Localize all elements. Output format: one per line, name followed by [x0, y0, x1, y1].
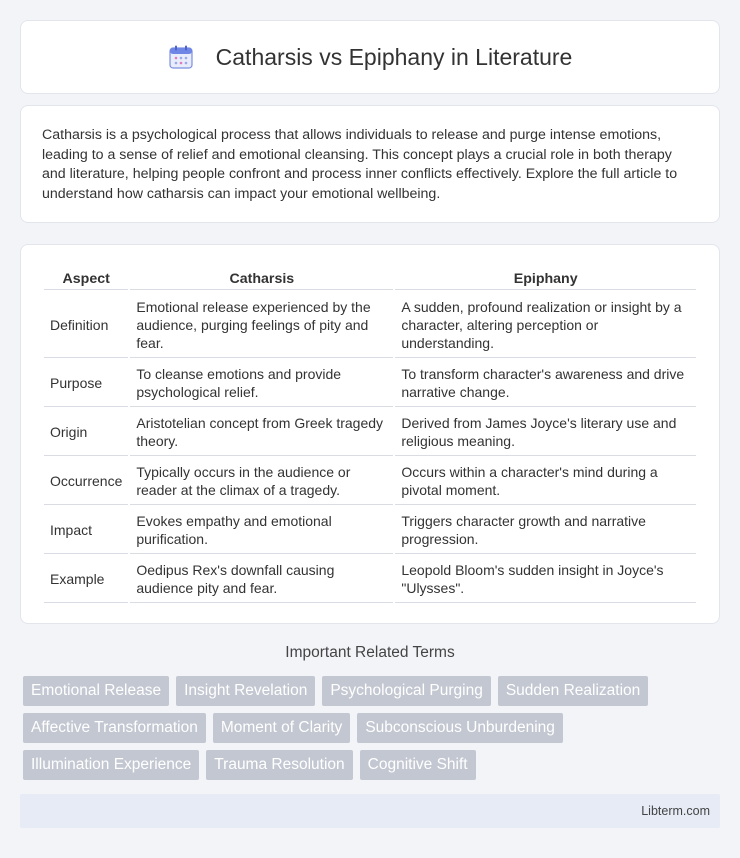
row-aspect: Impact	[44, 507, 128, 554]
footer-site-link[interactable]: Libterm.com	[641, 804, 710, 818]
row-epiphany: Derived from James Joyce's literary use and religious meaning.	[395, 409, 696, 456]
related-tag[interactable]: Subconscious Unburdening	[357, 713, 563, 743]
related-tag[interactable]: Sudden Realization	[498, 676, 648, 706]
row-epiphany: Occurs within a character's mind during a pivotal moment.	[395, 458, 696, 505]
header-aspect: Aspect	[44, 267, 128, 290]
table-row	[44, 507, 696, 554]
page-title: Catharsis vs Epiphany in Literature	[215, 43, 573, 70]
comparison-table	[42, 265, 698, 605]
row-aspect: Origin	[44, 409, 128, 456]
row-catharsis: Typically occurs in the audience or reader at the climax of a tragedy.	[130, 458, 393, 505]
header-card	[20, 20, 720, 94]
row-catharsis: To cleanse emotions and provide psychological relief.	[130, 360, 393, 407]
row-epiphany: A sudden, profound realization or insight by a character, altering perception or understanding.	[395, 292, 696, 358]
related-terms-title: Important Related Terms	[285, 644, 455, 661]
row-aspect: Definition	[44, 292, 128, 358]
comparison-card	[20, 244, 720, 624]
intro-card	[20, 105, 720, 223]
header-catharsis: Catharsis	[130, 267, 393, 290]
row-aspect: Purpose	[44, 360, 128, 407]
related-tag[interactable]: Cognitive Shift	[360, 750, 476, 780]
header-epiphany: Epiphany	[395, 267, 696, 290]
row-catharsis: Oedipus Rex's downfall causing audience pity and fear.	[130, 556, 393, 603]
related-tag[interactable]: Moment of Clarity	[213, 713, 350, 743]
row-epiphany: Leopold Bloom's sudden insight in Joyce's "Ulysses".	[395, 556, 696, 603]
row-aspect: Occurrence	[44, 458, 128, 505]
row-epiphany: Triggers character growth and narrative progression.	[395, 507, 696, 554]
intro-text: Catharsis is a psychological process that allows individuals to release and purge intense emotions, leading to a sense of relief and emotional cleansing. This concept plays a crucial role in both therapy and literature, helping people confront and process inner conflicts effectively. Explore the full article to understand how catharsis can impact your emotional wellbeing.	[42, 127, 678, 202]
row-catharsis: Evokes empathy and emotional purification.	[130, 507, 393, 554]
footer	[20, 794, 720, 828]
related-tag[interactable]: Emotional Release	[23, 676, 169, 706]
related-tag[interactable]: Illumination Experience	[23, 750, 199, 780]
table-row	[44, 292, 696, 358]
table-row	[44, 458, 696, 505]
table-row	[44, 360, 696, 407]
row-epiphany: To transform character's awareness and drive narrative change.	[395, 360, 696, 407]
row-catharsis: Aristotelian concept from Greek tragedy theory.	[130, 409, 393, 456]
table-row	[44, 409, 696, 456]
table-row	[44, 556, 696, 603]
table-header-row	[44, 267, 696, 290]
row-aspect: Example	[44, 556, 128, 603]
row-catharsis: Emotional release experienced by the audience, purging feelings of pity and fear.	[130, 292, 393, 358]
related-tag[interactable]: Psychological Purging	[322, 676, 491, 706]
calendar-icon	[168, 44, 194, 70]
related-tag[interactable]: Affective Transformation	[23, 713, 206, 743]
related-tag[interactable]: Trauma Resolution	[206, 750, 352, 780]
related-tag[interactable]: Insight Revelation	[176, 676, 315, 706]
related-terms-list	[23, 676, 723, 787]
